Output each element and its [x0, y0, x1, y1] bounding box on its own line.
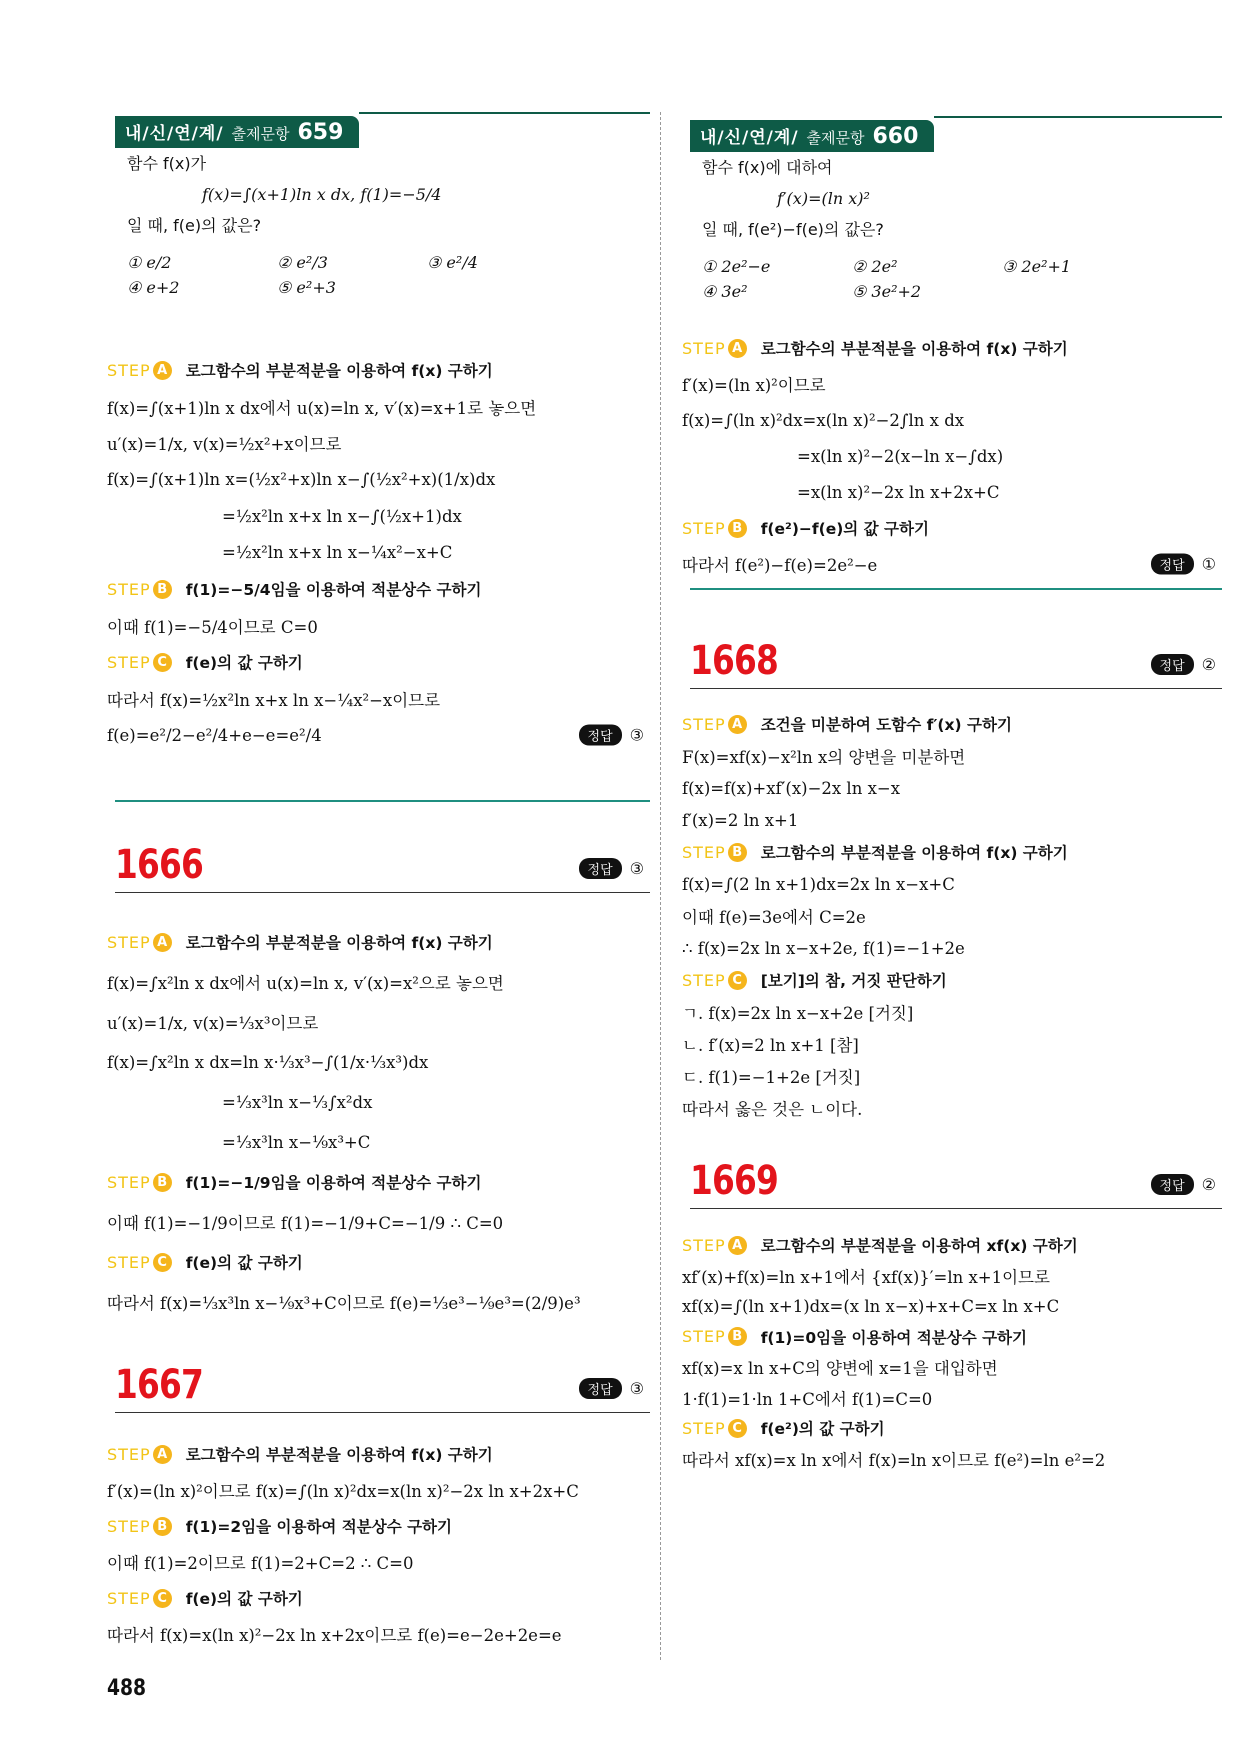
solution-line: f(e)=e²/2−e²/4+e−e=e²/4 정답 ③ [107, 725, 644, 745]
answer-indicator [579, 725, 644, 746]
solution-line: 이때 f(e)=3e에서 C=2e [682, 908, 866, 927]
choice-option[interactable]: ② 2e² [852, 257, 898, 276]
solution-steps [682, 330, 1214, 582]
page-number: 488 [107, 1676, 147, 1701]
step-word: STEP [682, 1418, 726, 1438]
step-heading [682, 1322, 1214, 1353]
solution-line: ㄴ. f′(x)=2 ln x+1 [참] [682, 1036, 859, 1055]
exam-header [690, 116, 1222, 152]
solution-line: f(x)=f(x)+xf′(x)−2x ln x−x [682, 778, 901, 798]
step-word: STEP [682, 518, 726, 538]
step-letter-badge: A [728, 1236, 747, 1255]
answer-value: ③ [629, 859, 644, 878]
choice-option[interactable]: ① e/2 [127, 253, 172, 272]
solution-line: 이때 f(1)=−5/4이므로 C=0 [107, 617, 318, 637]
answer-indicator [1151, 654, 1216, 675]
problem-number: 1669 [690, 1158, 779, 1204]
header-rule [115, 1412, 650, 1413]
exam-body [690, 152, 1222, 301]
choice-option[interactable]: ④ 3e² [702, 282, 748, 301]
step-heading [107, 1162, 642, 1202]
solution-line: =½x²ln x+x ln x−¼x²−x+C [222, 543, 453, 563]
step-letter-badge: A [728, 339, 747, 358]
step-letter-badge: C [153, 1253, 172, 1272]
step-title: 로그함수의 부분적분을 이용하여 f(x) 구하기 [760, 844, 1068, 862]
solution-line: xf′(x)+f(x)=ln x+1에서 {xf(x)}′=ln x+1이므로 [682, 1267, 1050, 1287]
step-word: STEP [107, 1252, 151, 1272]
step-heading [107, 1436, 642, 1472]
solution-line: ∴ f(x)=2x ln x−x+2e, f(1)=−1+2e [682, 938, 965, 958]
step-title: f(e)의 값 구하기 [185, 1590, 303, 1608]
solution-line: 따라서 f(x)=⅓x³ln x−⅑x³+C이므로 f(e)=⅓e³−⅑e³=(2/9)e³ [107, 1294, 581, 1313]
solution-header-1669 [690, 1158, 1222, 1209]
solution-line: f(x)=∫x²ln x dx=ln x·⅓x³−∫(1/x·⅓x³)dx [107, 1052, 429, 1072]
answer-badge: 정답 [579, 1378, 622, 1399]
solution-steps [682, 1230, 1214, 1474]
exam-stem-line: 일 때, f(e²)−f(e)의 값은? [702, 220, 884, 239]
answer-indicator [1151, 554, 1216, 575]
solution-line: F(x)=xf(x)−x²ln x의 양변을 미분하면 [682, 748, 966, 767]
step-word: STEP [107, 1516, 151, 1536]
exam-rule [359, 112, 650, 114]
solution-line: 이때 f(1)=−1/9이므로 f(1)=−1/9+C=−1/9 ∴ C=0 [107, 1214, 504, 1233]
step-word: STEP [682, 1235, 726, 1255]
step-heading [107, 922, 642, 962]
step-heading [682, 330, 1214, 366]
step-letter-badge: C [153, 1589, 172, 1608]
solution-line: f′(x)=(ln x)²이므로 [682, 376, 826, 395]
solution-line: xf(x)=∫(ln x+1)dx=(x ln x−x)+x+C=x ln x+C [682, 1296, 1060, 1316]
step-heading [682, 836, 1214, 868]
step-letter-badge: B [728, 1327, 747, 1346]
exam-suffix: 출제문항 [806, 129, 865, 147]
solution-line: ㄷ. f(1)=−1+2e [거짓] [682, 1068, 861, 1087]
answer-badge: 정답 [1151, 1174, 1194, 1195]
solution-line: f(x)=∫(2 ln x+1)dx=2x ln x−x+C [682, 874, 955, 894]
step-title: 로그함수의 부분적분을 이용하여 f(x) 구하기 [185, 934, 493, 952]
step-title: f(e)의 값 구하기 [185, 654, 303, 673]
problem-number: 1667 [115, 1362, 204, 1408]
step-heading [107, 1580, 642, 1616]
answer-indicator [579, 1378, 644, 1399]
step-heading [682, 1230, 1214, 1261]
step-heading [107, 1242, 642, 1282]
solution-line: =x(ln x)²−2(x−ln x−∫dx) [797, 446, 1004, 466]
answer-badge: 정답 [579, 725, 622, 746]
step-word: STEP [682, 714, 726, 734]
exam-label: 내/신/연/계/ [125, 124, 224, 144]
step-title: f(e²)의 값 구하기 [760, 1420, 885, 1439]
exam-header [115, 112, 650, 148]
step-letter-badge: C [728, 971, 747, 990]
answer-value: ② [1201, 1175, 1216, 1194]
answer-badge: 정답 [1151, 654, 1194, 675]
step-letter-badge: A [153, 361, 172, 380]
choice-list [702, 257, 1222, 301]
choice-option[interactable]: ⑤ e²+3 [277, 278, 336, 297]
solution-header-1668 [690, 638, 1222, 689]
solution-line: f(x)=∫(ln x)²dx=x(ln x)²−2∫ln x dx [682, 410, 965, 430]
exam-tab [690, 120, 934, 152]
step-word: STEP [107, 579, 151, 599]
step-heading [682, 510, 1214, 546]
solution-line: 따라서 옳은 것은 ㄴ이다. [682, 1100, 863, 1119]
step-title: f(e²)−f(e)의 값 구하기 [760, 520, 929, 538]
choice-option[interactable]: ② e²/3 [277, 253, 328, 272]
step-letter-badge: C [728, 1419, 747, 1438]
solution-steps [107, 922, 642, 1322]
solution-line: f′(x)=2 ln x+1 [682, 810, 799, 830]
exam-stem-line: 함수 f(x)에 대하여 [702, 158, 833, 177]
step-title: 로그함수의 부분적분을 이용하여 f(x) 구하기 [185, 1446, 493, 1464]
answer-value: ③ [629, 1379, 644, 1398]
exam-number: 660 [872, 124, 919, 149]
step-heading [682, 1413, 1214, 1444]
step-letter-badge: A [728, 715, 747, 734]
exam-suffix: 출제문항 [231, 125, 290, 143]
choice-option[interactable]: ③ 2e²+1 [1002, 257, 1072, 276]
step-letter-badge: B [153, 1173, 172, 1192]
section-divider [115, 800, 650, 802]
answer-badge: 정답 [579, 858, 622, 879]
exam-problem-660 [690, 116, 1222, 301]
step-title: 로그함수의 부분적분을 이용하여 f(x) 구하기 [185, 362, 493, 381]
step-title: 로그함수의 부분적분을 이용하여 f(x) 구하기 [760, 340, 1068, 358]
step-letter-badge: A [153, 1445, 172, 1464]
choice-option[interactable]: ③ e²/4 [427, 253, 478, 272]
answer-value: ③ [629, 725, 644, 745]
section-divider [690, 588, 1222, 590]
step-word: STEP [107, 652, 151, 672]
solution-steps [682, 708, 1214, 1124]
exam-label: 내/신/연/계/ [700, 128, 799, 148]
step-heading [107, 644, 642, 681]
solution-line: 따라서 f(x)=½x²ln x+x ln x−¼x²−x이므로 [107, 690, 441, 710]
step-word: STEP [682, 970, 726, 990]
step-title: f(e)의 값 구하기 [185, 1254, 303, 1272]
solution-line: 따라서 xf(x)=x ln x에서 f(x)=ln x이므로 f(e²)=ln e²=2 [682, 1450, 1106, 1470]
solution-steps [107, 352, 642, 754]
step-letter-badge: C [153, 653, 172, 672]
solution-line: 1·f(1)=1·ln 1+C에서 f(1)=C=0 [682, 1389, 933, 1409]
problem-number: 1666 [115, 842, 204, 888]
step-title: f(1)=0임을 이용하여 적분상수 구하기 [760, 1328, 1027, 1347]
answer-indicator [579, 858, 644, 879]
solution-header-1666 [115, 842, 650, 893]
solution-line: u′(x)=1/x, v(x)=⅓x³이므로 [107, 1014, 319, 1033]
solution-line: =⅓x³ln x−⅓∫x²dx [222, 1092, 373, 1112]
solution-line: 따라서 f(x)=x(ln x)²−2x ln x+2x이므로 f(e)=e−2e+2e=e [107, 1626, 562, 1645]
step-letter-badge: B [153, 1517, 172, 1536]
step-title: 로그함수의 부분적분을 이용하여 xf(x) 구하기 [760, 1237, 1078, 1256]
exam-problem-659 [115, 112, 650, 297]
step-word: STEP [107, 360, 151, 380]
step-word: STEP [682, 338, 726, 358]
exam-rule [934, 116, 1222, 118]
solution-line: =½x²ln x+x ln x−∫(½x+1)dx [222, 506, 462, 526]
solution-line: f(x)=∫x²ln x dx에서 u(x)=ln x, v′(x)=x²으로 놓으면 [107, 974, 504, 993]
step-title: 조건을 미분하여 도함수 f′(x) 구하기 [760, 716, 1012, 734]
step-title: f(1)=−1/9임을 이용하여 적분상수 구하기 [185, 1174, 482, 1192]
exam-stem-line: 함수 f(x)가 [127, 154, 207, 173]
answer-badge: 정답 [1151, 554, 1194, 575]
step-word: STEP [107, 932, 151, 952]
step-title: f(1)=−5/4임을 이용하여 적분상수 구하기 [185, 581, 482, 600]
step-word: STEP [107, 1172, 151, 1192]
solution-line: f′(x)=(ln x)²이므로 f(x)=∫(ln x)²dx=x(ln x)²−2x ln x+2x+C [107, 1482, 579, 1501]
choice-list [127, 253, 650, 297]
step-letter-badge: A [153, 933, 172, 952]
exam-tab [115, 116, 359, 148]
header-rule [690, 688, 1222, 689]
solution-line: u′(x)=1/x, v(x)=½x²+x이므로 [107, 435, 342, 455]
step-word: STEP [682, 1327, 726, 1347]
step-letter-badge: B [728, 519, 747, 538]
exam-number: 659 [297, 120, 344, 145]
step-word: STEP [107, 1588, 151, 1608]
step-heading [107, 571, 642, 608]
step-heading [107, 352, 642, 389]
header-rule [690, 1208, 1222, 1209]
step-word: STEP [107, 1444, 151, 1464]
answer-value: ① [1201, 554, 1216, 574]
solution-line: =x(ln x)²−2x ln x+2x+C [797, 482, 1000, 502]
exam-body [115, 148, 650, 297]
solution-line: f(x)=∫(x+1)ln x=(½x²+x)ln x−∫(½x²+x)(1/x)dx [107, 470, 496, 490]
solution-header-1667 [115, 1362, 650, 1413]
solution-line: 따라서 f(e²)−f(e)=2e²−e 정답 ① [682, 554, 1216, 575]
problem-number: 1668 [690, 638, 779, 684]
step-heading [682, 964, 1214, 996]
step-title: [보기]의 참, 거짓 판단하기 [760, 972, 947, 990]
answer-indicator [1151, 1174, 1216, 1195]
solution-line: xf(x)=x ln x+C의 양변에 x=1을 대입하면 [682, 1359, 998, 1379]
step-letter-badge: B [153, 580, 172, 599]
choice-option[interactable]: ① 2e²−e [702, 257, 771, 276]
solution-line: =⅓x³ln x−⅑x³+C [222, 1132, 371, 1152]
exam-stem-line: f′(x)=(ln x)² [777, 189, 870, 208]
step-heading [682, 708, 1214, 740]
solution-line: 이때 f(1)=2이므로 f(1)=2+C=2 ∴ C=0 [107, 1554, 414, 1573]
step-heading [107, 1508, 642, 1544]
answer-value: ② [1201, 655, 1216, 674]
exam-stem-line: f(x)=∫(x+1)ln x dx, f(1)=−5/4 [202, 185, 442, 204]
exam-stem-line: 일 때, f(e)의 값은? [127, 216, 262, 235]
step-word: STEP [682, 842, 726, 862]
choice-option[interactable]: ⑤ 3e²+2 [852, 282, 922, 301]
step-title: f(1)=2임을 이용하여 적분상수 구하기 [185, 1518, 452, 1536]
step-letter-badge: B [728, 843, 747, 862]
column-divider [660, 112, 661, 1660]
header-rule [115, 892, 650, 893]
choice-option[interactable]: ④ e+2 [127, 278, 180, 297]
solution-line: f(x)=∫(x+1)ln x dx에서 u(x)=ln x, v′(x)=x+1로 놓으면 [107, 398, 537, 418]
solution-line: ㄱ. f(x)=2x ln x−x+2e [거짓] [682, 1004, 914, 1023]
solution-steps [107, 1436, 642, 1652]
